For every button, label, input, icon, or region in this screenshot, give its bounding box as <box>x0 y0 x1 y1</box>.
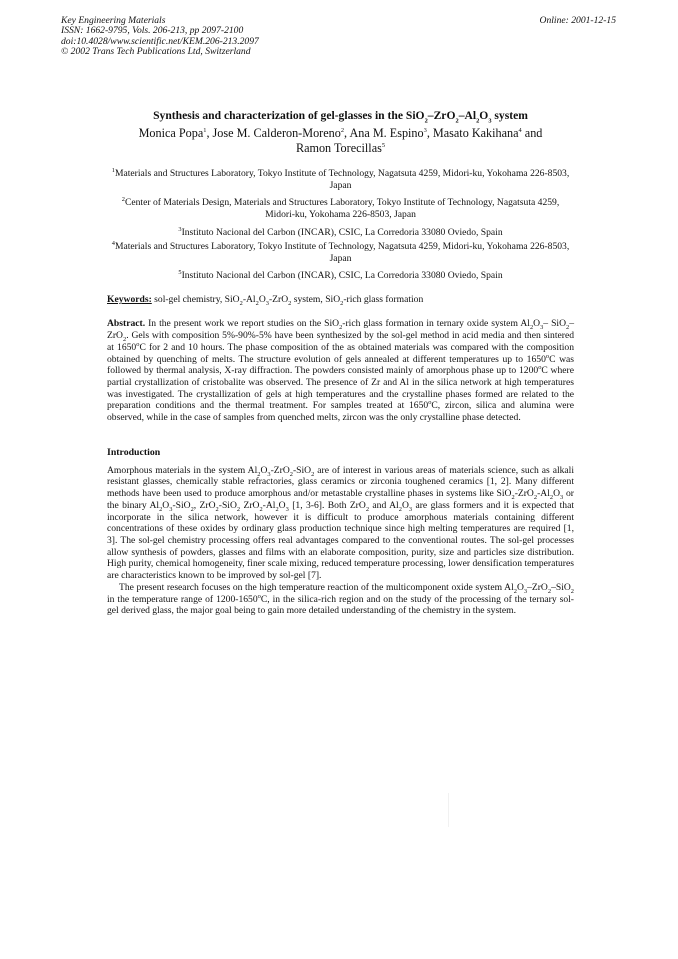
online-date: Online: 2001-12-15 <box>539 15 616 26</box>
paper-body <box>107 109 574 617</box>
intro-paragraph: Amorphous materials in the system $Al_2O_3-ZrO_2-SiO_2$ are of interest in various areas of materials science, such as alkali resistant glasses, chemically stable refractories, glass ceramics or zirconia toughened ceramics [1, 2]. Many different methods have been used to produce amorphous and/or metastable crystalline phases in systems like $SiO_2-ZrO_2-Al_2O_3$ or the binary $Al_2O_3-SiO_2$, ZrO$_2$-SiO$_2$ $ZrO_2-Al_2O_3$ [1, 3-6]. Both ZrO$_2$ and $Al_2O_3$ are glass formers and it is expected that incorporate in the silica network, however it is difficult to produce amorphous materials containing different concentrations of these oxides by ordinary glass production technique since high melting temperatures are required [1, 3]. The sol-gel chemistry processing offers real advantages compared to the conventional routes. The sol-gel processes allow synthesis of powders, glasses and films with an elaborate composition, purity, size and particles size distribution. High purity, chemical homogeneity, finer scale mixing, reduced temperature processing, lower densification temperatures are characteristics known to be improved by sol-gel [7]. <box>107 464 575 582</box>
affiliation-list <box>107 168 574 283</box>
keywords: Keywords: sol-gel chemistry, $SiO_2-Al_2O_3-ZrO_2$ system, SiO$_2$-rich glass formation <box>107 294 424 308</box>
author: Ramon Torecillas <box>295 141 382 156</box>
author: Jose M. Calderon-Moreno <box>212 126 341 140</box>
author: Monica Popa <box>138 126 204 140</box>
author: Ana M. Espino <box>349 126 424 140</box>
author-list: Monica Popa$^1$, Jose M. Calderon-Moreno$^2$, Ana M. Espino$^3$, Masato Kakihana$^4$ and Ramon Torecillas$^5$ <box>138 126 543 156</box>
issn-line: ISSN: 1662-9795, Vols. 206-213, pp 2097-2100 <box>61 25 244 37</box>
doi-link[interactable]: doi:10.4028/www.scientific.net/KEM.206-213.2097 <box>61 35 259 47</box>
section-heading: Introduction <box>107 446 161 458</box>
affiliation: $^4$Materials and Structures Laboratory, Tokyo Institute of Technology, Nagatsuta 4259, Midori-ku, Yokohama 226-8503, Japan <box>111 239 570 265</box>
affiliation: $^2$Center of Materials Design, Materials and Structures Laboratory, Tokyo Institute of Technology, Nagatsuta 4259, Midori-ku, Yokohama 226-8503, Japan <box>121 196 560 221</box>
journal-header <box>61 16 259 58</box>
paper-title: Synthesis and characterization of gel-glasses in the $SiO_2-ZrO_2-Al_2O_3$ system <box>153 109 528 125</box>
abstract: Abstract. In the present work we report studies on the SiO$_2$-rich glass formation in ternary oxide system $Al_2O_3-$ SiO$_2$–ZrO$_2$. Gels with composition 5%-90%-5% have been synthesized by the sol-gel method in acid media and then sintered at 1650$^o$C for 2 and 10 hours. The phase composition of the as obtained materials was compared with the composition obtained by quenching of melts. The structure evolution of gels annealed at different temperatures up to 1650$^o$C was followed by thermal analysis, X-ray diffraction. The powders consisted mainly of amorphous phase up to 1200$^o$C where partial crystallization of cristobalite was observed. The presence of Zr and Al in the silica network at high temperatures was investigated. The crystallization of gels at high temperatures and the crystalline phases formed are related to the preparation conditions and the thermal treatment. For samples treated at 1650$^o$C, zircon, silica and alumina were observed, while in the case of samples from quenched melts, zircon was the only crystalline phase detected. <box>107 318 575 424</box>
author: Masato Kakihana <box>432 126 519 140</box>
affiliation: $^3$Instituto Nacional del Carbon (INCAR), CSIC, La Corredoria 33080 Oviedo, Spain <box>178 225 503 238</box>
affiliation: $^5$Instituto Nacional del Carbon (INCAR), CSIC, La Corredoria 33080 Oviedo, Spain <box>178 269 503 282</box>
abstract-label: Abstract. <box>107 318 146 330</box>
intro-paragraph: The present research focuses on the high temperature reaction of the multicomponent oxide system $Al_2O_3-ZrO_2-SiO_2$ in the temperature range of 1200-1650$^o$C, in the silica-rich region and on the study of the processing of the ternary sol-gel derived glass, the major goal being to gain more detailed understanding of the chemistry in the system. <box>107 581 574 617</box>
keywords-label: Keywords: <box>107 294 152 306</box>
journal-name: Key Engineering Materials <box>61 15 166 26</box>
affiliation: $^1$Materials and Structures Laboratory, Tokyo Institute of Technology, Nagatsuta 4259, Midori-ku, Yokohama 226-8503, Japan <box>111 166 570 192</box>
copyright-line: © 2002 Trans Tech Publications Ltd, Switzerland <box>61 46 251 58</box>
scan-mark <box>448 793 453 827</box>
